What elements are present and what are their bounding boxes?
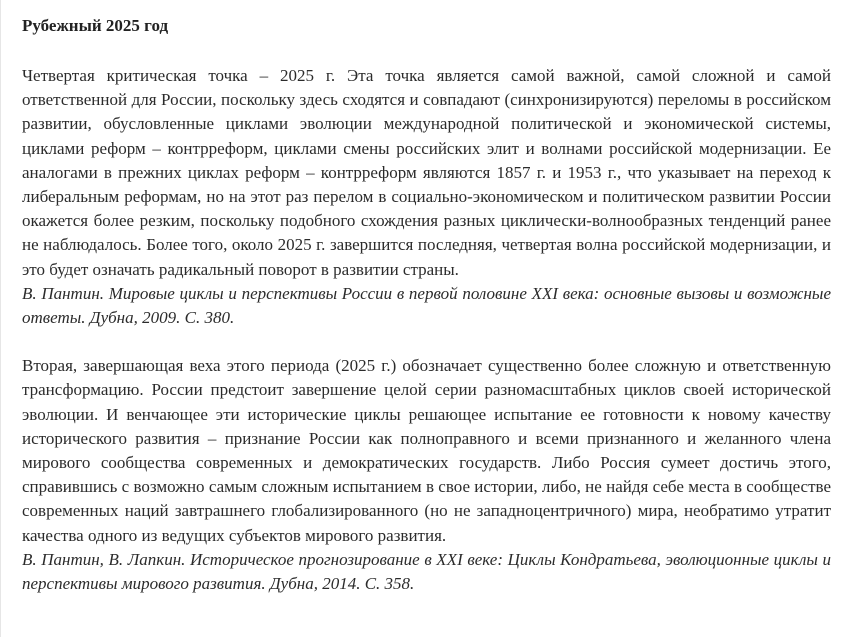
article-title: Рубежный 2025 год — [22, 16, 169, 35]
quote-citation-1: В. Пантин. Мировые циклы и перспективы России в первой половине XXI века: основные вызовы и возможные ответы. Дубна, 2009. С. 380. — [22, 283, 831, 328]
quote-citation-2: В. Пантин, В. Лапкин. Историческое прогнозирование в XXI веке: Циклы Кондратьева, эволюционные циклы и перспективы мирового развития. Дубна, 2014. С. 358. — [22, 549, 831, 594]
article-body — [22, 14, 831, 620]
quote-paragraph-2: Вторая, завершающая веха этого периода (2025 г.) обозначает существенно более сложную и ответственную трансформацию. России предстоит завершение целой серии разномасштабных циклов своей исторической эволюции. И венчающее эти исторические циклы решающее испытание ее готовности к новому качеству исторического развития – признание России как полноправного и всеми признанного и желанного члена мирового сообщества современных и демократических государств. Либо Россия сумеет достичь этого, справившись с возможно самым сложным испытанием в свое истории, либо, не найдя себе места в сообществе современных наций завтрашнего глобализированного (но не западноцентричного) мира, необратимо утратит качества одного из ведущих субъектов мирового развития. — [22, 356, 831, 545]
quote-paragraph-1: Четвертая критическая точка – 2025 г. Эта точка является самой важной, самой сложной и самой ответственной для России, поскольку здесь сходятся и совпадают (синхронизируются) переломы в российском развитии, обусловленные циклами эволюции международной политической и экономической системы, циклами реформ – контрреформ, циклами смены российских элит и волнами российской модернизации. Ее аналогами в прежних циклах реформ – контрреформ являются 1857 г. и 1953 г., что указывает на переход к либеральным реформам, но на этот раз перелом в социально-экономическом и политическом развитии России окажется более резким, поскольку подобного схождения разных циклически-волнообразных тенденций ранее не наблюдалось. Более того, около 2025 г. завершится последняя, четвертая волна российской модернизации, и это будет означать радикальный поворот в развитии страны. — [22, 66, 831, 279]
